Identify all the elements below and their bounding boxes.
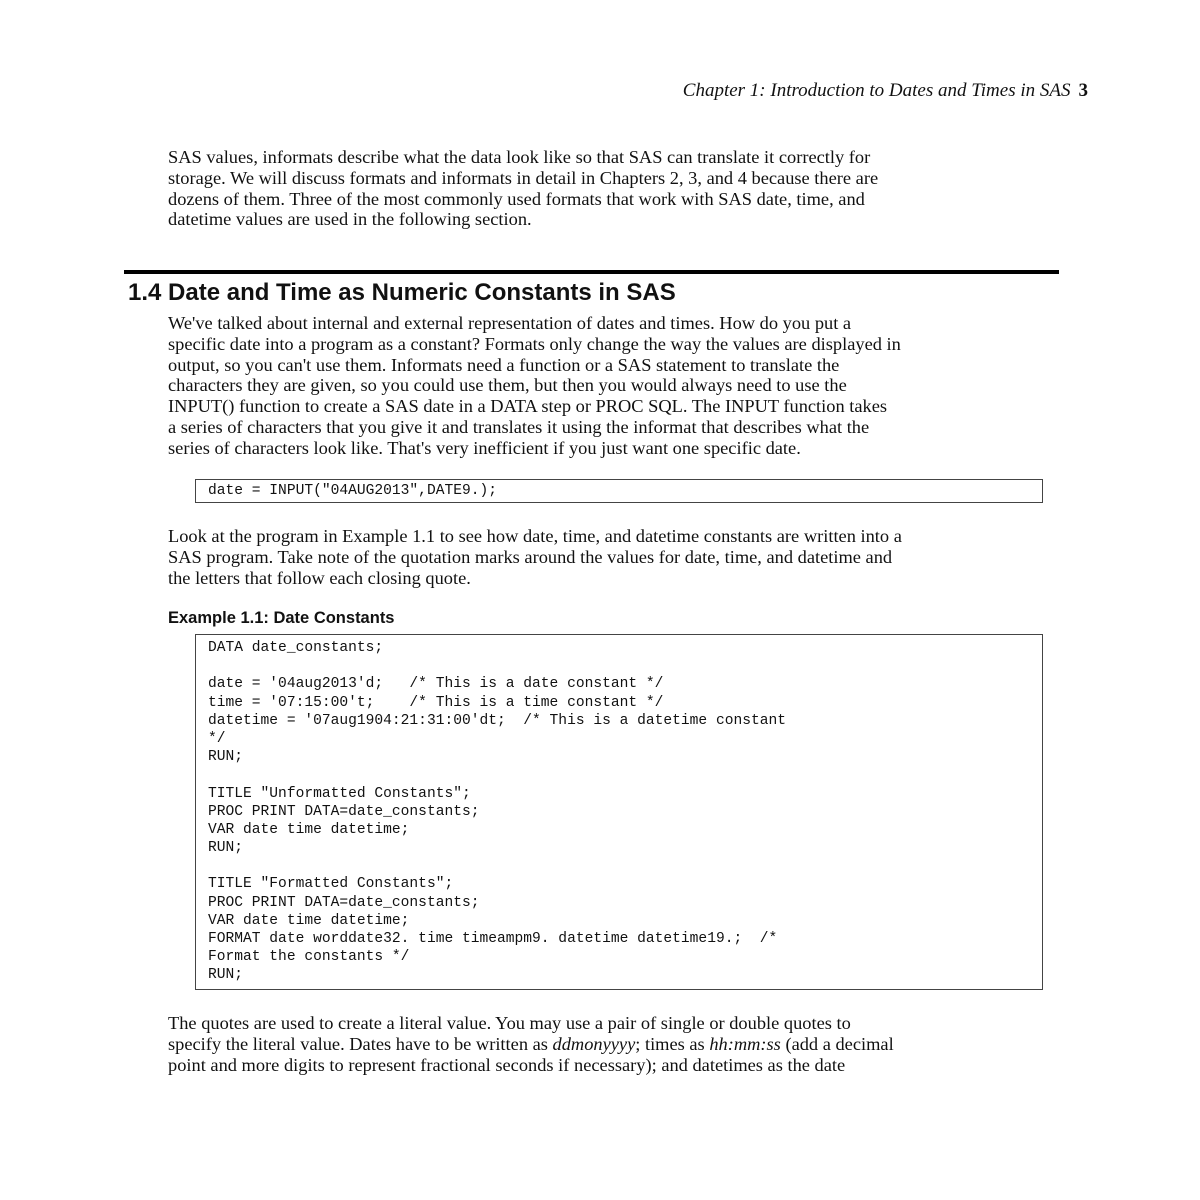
text-run: specify the literal value. Dates have to be written as bbox=[168, 1033, 553, 1054]
code-line: */ bbox=[208, 730, 226, 747]
example-code-box bbox=[195, 634, 1043, 990]
text-line: storage. We will discuss formats and informats in detail in Chapters 2, 3, and 4 because there are bbox=[168, 167, 879, 188]
code-line: datetime = '07aug1904:21:31:00'dt; /* This is a datetime constant bbox=[208, 712, 787, 729]
text-line: The quotes are used to create a literal value. You may use a pair of single or double quotes to bbox=[168, 1013, 851, 1033]
text-line: We've talked about internal and external representation of dates and times. How do you put a bbox=[168, 313, 852, 333]
code-line: RUN; bbox=[208, 840, 244, 857]
running-header bbox=[683, 80, 1088, 102]
code-line: PROC PRINT DATA=date_constants; bbox=[208, 803, 480, 820]
intro-paragraph bbox=[168, 147, 1058, 230]
text-line: INPUT() function to create a SAS date in a DATA step or PROC SQL. The INPUT function takes bbox=[168, 396, 888, 417]
code-line: Format the constants */ bbox=[208, 949, 410, 966]
section-divider bbox=[124, 270, 1059, 274]
text-run: (add a decimal bbox=[780, 1033, 894, 1054]
text-run: ; times as bbox=[635, 1033, 710, 1054]
code-line: TITLE "Unformatted Constants"; bbox=[208, 785, 471, 802]
text-line: series of characters look like. That's very inefficient if you just want one specific date. bbox=[168, 437, 801, 458]
code-line: date = '04aug2013'd; /* This is a date constant */ bbox=[208, 676, 664, 693]
example-caption: Example 1.1: Date Constants bbox=[168, 609, 395, 627]
text-line: SAS values, informats describe what the data look like so that SAS can translate it correctly for bbox=[168, 147, 871, 167]
body-paragraph bbox=[168, 1013, 1058, 1075]
code-line: FORMAT date worddate32. time timeampm9. datetime datetime19.; /* bbox=[208, 931, 778, 947]
code-line: RUN; bbox=[208, 749, 244, 766]
text-line: Look at the program in Example 1.1 to see how date, time, and datetime constants are written into a bbox=[168, 526, 902, 546]
inline-code-box bbox=[195, 479, 1043, 503]
code-line: TITLE "Formatted Constants"; bbox=[208, 876, 454, 893]
code-line: DATA date_constants; bbox=[208, 640, 384, 656]
body-paragraph bbox=[168, 313, 1058, 459]
code-line: time = '07:15:00't; /* This is a time constant */ bbox=[208, 694, 664, 711]
section-heading: 1.4 Date and Time as Numeric Constants in SAS bbox=[128, 279, 676, 306]
text-line: output, so you can't use them. Informats need a function or a SAS statement to translate the bbox=[168, 354, 840, 375]
code-line: RUN; bbox=[208, 967, 244, 984]
text-line: point and more digits to represent fractional seconds if necessary); and datetimes as the date bbox=[168, 1054, 846, 1075]
code-line: VAR date time datetime; bbox=[208, 912, 410, 929]
code-line bbox=[208, 857, 1042, 875]
text-line: specific date into a program as a constant? Formats only change the way the values are displayed in bbox=[168, 333, 901, 354]
date-format-term: ddmonyyyy bbox=[552, 1033, 636, 1054]
code-line bbox=[208, 657, 1042, 675]
page-number: 3 bbox=[1078, 80, 1088, 101]
text-line: datetime values are used in the following section. bbox=[168, 209, 532, 230]
text-line: dozens of them. Three of the most commonly used formats that work with SAS date, time, and bbox=[168, 188, 865, 209]
body-paragraph bbox=[168, 526, 1058, 588]
text-line: the letters that follow each closing quote. bbox=[168, 567, 471, 588]
code-line: PROC PRINT DATA=date_constants; bbox=[208, 894, 480, 911]
text-line: characters they are given, so you could use them, but then you would always need to use the bbox=[168, 375, 847, 396]
text-line: a series of characters that you give it and translates it using the informat that describes what the bbox=[168, 416, 870, 437]
code-line: date = INPUT("04AUG2013",DATE9.); bbox=[208, 483, 498, 499]
code-line bbox=[208, 766, 1042, 784]
text-line bbox=[168, 1034, 1058, 1055]
code-line: VAR date time datetime; bbox=[208, 821, 410, 838]
text-line: SAS program. Take note of the quotation marks around the values for date, time, and datetime and bbox=[168, 546, 893, 567]
running-header-title: Chapter 1: Introduction to Dates and Times in SAS bbox=[682, 80, 1071, 101]
time-format-term: hh:mm:ss bbox=[709, 1033, 781, 1054]
